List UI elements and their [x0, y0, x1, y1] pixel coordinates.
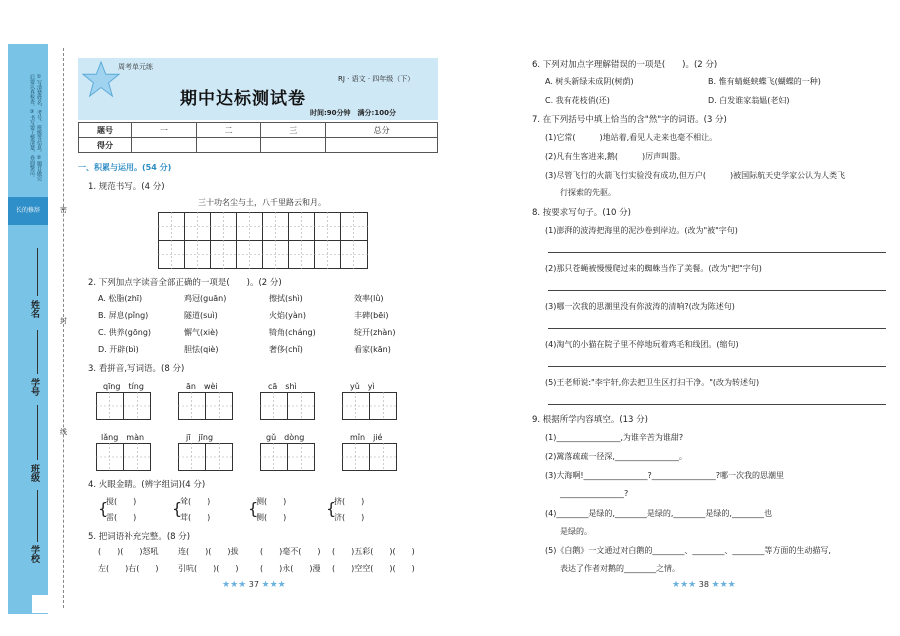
pinyin-label: mǐn jié [350, 433, 383, 442]
q6-option-a[interactable]: A. 树头新绿未成阴(树荫) [545, 77, 634, 86]
option-d-item: 看家(kān) [354, 345, 391, 354]
pinyin-label: ān wèi [186, 382, 218, 391]
question-9: 9. 根据所学内容填空。(13 分) [532, 415, 648, 425]
pinyin-label: lǎng màn [101, 433, 145, 442]
q8-item: (5)王老师说:"李宇轩,你去把卫生区打扫干净。"(改为转述句) [545, 378, 760, 387]
star-logo-icon [82, 60, 120, 98]
option-c-item: 犄角(cháng) [269, 328, 316, 337]
score-cell[interactable] [261, 138, 326, 153]
q7-item-continued: 行探索的先驱。 [560, 188, 616, 197]
score-header-cell: 一 [132, 123, 197, 138]
option-a-item: A. 松脂(zhī) [98, 294, 143, 303]
q6-option-c[interactable]: C. 我有花枝俏(还) [545, 96, 610, 105]
answer-line[interactable] [548, 404, 886, 405]
name-field-label: 姓名 [29, 300, 39, 318]
pinyin-label: jī jīng [186, 433, 214, 442]
q9-item[interactable]: (4)________是绿的,________是绿的,________是绿的,________也 [545, 509, 772, 518]
question-2: 2. 下列加点字读音全部正确的一项是( )。(2 分) [88, 278, 282, 288]
option-b-item: B. 屏息(pǐng) [98, 311, 149, 320]
seal-line [63, 48, 64, 608]
q2-option-row[interactable] [98, 310, 438, 327]
q2-option-row[interactable] [98, 293, 438, 310]
score-cell[interactable] [132, 138, 197, 153]
score-header-cell: 总分 [326, 123, 438, 138]
q9-item-continued[interactable]: 表达了作者对鹅的________之情。 [560, 564, 680, 573]
word-pair-bottom[interactable]: 济( ) [334, 513, 365, 522]
option-d-item: 胆怯(qiè) [184, 345, 219, 354]
word-pair-bottom[interactable]: 茸( ) [180, 513, 211, 522]
q7-item[interactable]: (1)它常( )地站着,看见人走来也毫不相让。 [545, 133, 718, 142]
option-c-item: C. 供养(gōng) [98, 328, 152, 337]
class-field-label: 班级 [29, 464, 39, 482]
q2-options [98, 293, 438, 361]
q9-item[interactable]: (1)________________,为谁辛苦为谁甜? [545, 433, 684, 442]
option-a-item: 擦拭(shì) [269, 294, 303, 303]
section-heading: 一、积累与运用。(54 分) [78, 163, 172, 172]
star-decoration-icon: ★★★ [711, 580, 736, 590]
option-d-item: D. 开辟(bì) [98, 345, 139, 354]
word-pair-bottom[interactable]: 侧( ) [256, 513, 287, 522]
word-pair-top[interactable]: 搅( ) [106, 497, 137, 506]
answer-line[interactable] [548, 366, 886, 367]
class-field-line[interactable] [37, 405, 38, 460]
series-tag: 周考单元练 [118, 63, 153, 71]
brace-icon: { [248, 499, 259, 518]
score-header-cell: 题号 [79, 123, 132, 138]
page-footer-right [672, 580, 736, 590]
corner-box [32, 595, 52, 613]
score-header-cell: 二 [196, 123, 261, 138]
id-field-line[interactable] [37, 330, 38, 374]
idiom-blank[interactable]: ( )空空( )( ) [332, 564, 415, 573]
pinyin-label: gǔ dòng [266, 433, 305, 442]
pinyin-label: cā shì [268, 382, 297, 391]
q9-item[interactable]: (2)篱落疏疏一径深,________________。 [545, 452, 687, 461]
q7-item[interactable]: (3)尽管飞行的火箭飞行实验没有成功,但万户( )被国际航天史学家公认为人类飞 [545, 171, 846, 180]
grade-label: RJ · 语文 · 四年级（下） [338, 75, 415, 83]
option-c-item: 绽开(zhàn) [354, 328, 396, 337]
score-cell[interactable] [196, 138, 261, 153]
question-8: 8. 按要求写句子。(10 分) [532, 208, 631, 218]
name-field-line[interactable] [37, 248, 38, 296]
q6-option-d[interactable]: D. 白发谁家翁媪(老妇) [708, 96, 790, 105]
option-b-item: 火焰(yàn) [269, 311, 306, 320]
idiom-blank[interactable]: 左( )右( ) [98, 564, 159, 573]
idiom-blank[interactable]: ( )毫不( ) [260, 547, 321, 556]
score-cell[interactable] [326, 138, 438, 153]
question-7: 7. 在下列括号中填上恰当的含"然"字的词语。(3 分) [532, 115, 727, 125]
answer-line[interactable] [548, 328, 886, 329]
sidebar-tab: 长的修辞 [8, 197, 48, 225]
star-decoration-icon: ★★★ [222, 580, 247, 590]
word-pair-bottom[interactable]: 雷( ) [106, 513, 137, 522]
brace-icon: { [326, 499, 337, 518]
score-header-cell: 三 [261, 123, 326, 138]
option-d-item: 奢侈(chǐ) [269, 345, 303, 354]
q8-item: (3)哪一次我的思潮里没有你波涛的清响?(改为陈述句) [545, 302, 735, 311]
brace-icon: { [98, 499, 109, 518]
time-info: 时间:90分钟 满分:100分 [310, 109, 396, 117]
option-a-item: 效率(lǜ) [354, 294, 384, 303]
star-decoration-icon: ★★★ [261, 580, 286, 590]
q9-item[interactable]: (5)《白鹅》一文通过对白鹅的________、________、________等方面的生动描写, [545, 546, 831, 555]
answer-line[interactable] [548, 290, 886, 291]
option-b-item: 丰碑(bēi) [354, 311, 389, 320]
q8-item: (2)那只苍蝇被慢慢爬过来的蜘蛛当作了美餐。(改为"把"字句) [545, 264, 762, 273]
school-field-label: 学校 [29, 545, 39, 563]
page-footer-left [222, 580, 286, 590]
question-5: 5. 把词语补充完整。(8 分) [88, 532, 191, 542]
copy-text: 三十功名尘与土，八千里路云和月。 [198, 198, 326, 207]
page-title: 期中达标测试卷 [180, 89, 306, 109]
q9-item-continued[interactable]: ________________? [560, 489, 629, 498]
id-field-label: 学号 [29, 378, 39, 396]
option-b-item: 隧道(suì) [184, 311, 218, 320]
q8-item: (4)淘气的小猫在院子里不停地玩着鸡毛和线团。(缩句) [545, 340, 739, 349]
question-4: 4. 火眼金睛。(辨字组词)(4 分) [88, 480, 206, 490]
question-3: 3. 看拼音,写词语。(8 分) [88, 364, 185, 374]
q2-option-row[interactable] [98, 327, 438, 344]
idiom-blank[interactable]: ( )五彩( )( ) [332, 547, 415, 556]
pinyin-label: qīng tíng [103, 382, 144, 391]
word-pair-top[interactable]: 挤( ) [334, 497, 365, 506]
idiom-blank[interactable]: 引吭( )( ) [178, 564, 239, 573]
idiom-blank[interactable]: ( )永( )漫 [260, 564, 321, 573]
pinyin-label: yǔ yì [350, 382, 375, 391]
idiom-blank[interactable]: ( )( )怒吼 [98, 547, 159, 556]
q9-item[interactable]: (3)大海啊!________________?________________?哪一次我的思潮里 [545, 471, 785, 480]
q2-option-row[interactable] [98, 344, 438, 361]
seal-mark-3: 线 [60, 428, 67, 436]
seal-mark-1: 密 [60, 206, 67, 214]
q6-option-b[interactable]: B. 惟有蜻蜓蛱蝶飞(蝴蝶的一种) [708, 77, 821, 86]
score-label-cell: 得分 [79, 138, 132, 153]
page-number: 38 [698, 580, 709, 589]
question-6: 6. 下列对加点字理解错误的一项是( )。(2 分) [532, 60, 718, 70]
q9-item-continued: 是绿的。 [560, 527, 592, 536]
page-number: 37 [248, 580, 259, 589]
option-c-item: 懈气(xiè) [184, 328, 219, 337]
option-a-item: 鸡冠(guān) [184, 294, 227, 303]
brace-icon: { [172, 499, 183, 518]
score-table [78, 122, 438, 153]
word-pair-top[interactable]: 耸( ) [180, 497, 211, 506]
answer-line[interactable] [548, 252, 886, 253]
school-field-line[interactable] [37, 490, 38, 542]
q7-item[interactable]: (2)凡有生客进来,鹅( )厉声叫嚣。 [545, 152, 686, 161]
exam-notes: ①写清楚姓名、考号、班级等信息。②题目做完后要认真检查。③书写要工整清楚，卷面整洁。 [29, 74, 42, 181]
q8-item: (1)澎湃的波涛把海里的泥沙卷到岸边。(改为"被"字句) [545, 226, 738, 235]
idiom-blank[interactable]: 连( )( )拔 [178, 547, 239, 556]
seal-mark-2: 封 [60, 317, 67, 325]
pinyin-writing-boxes[interactable] [96, 392, 426, 474]
word-pair-top[interactable]: 测( ) [256, 497, 287, 506]
question-1: 1. 规范书写。(4 分) [88, 182, 165, 192]
star-decoration-icon: ★★★ [672, 580, 697, 590]
writing-grid[interactable] [158, 212, 368, 270]
